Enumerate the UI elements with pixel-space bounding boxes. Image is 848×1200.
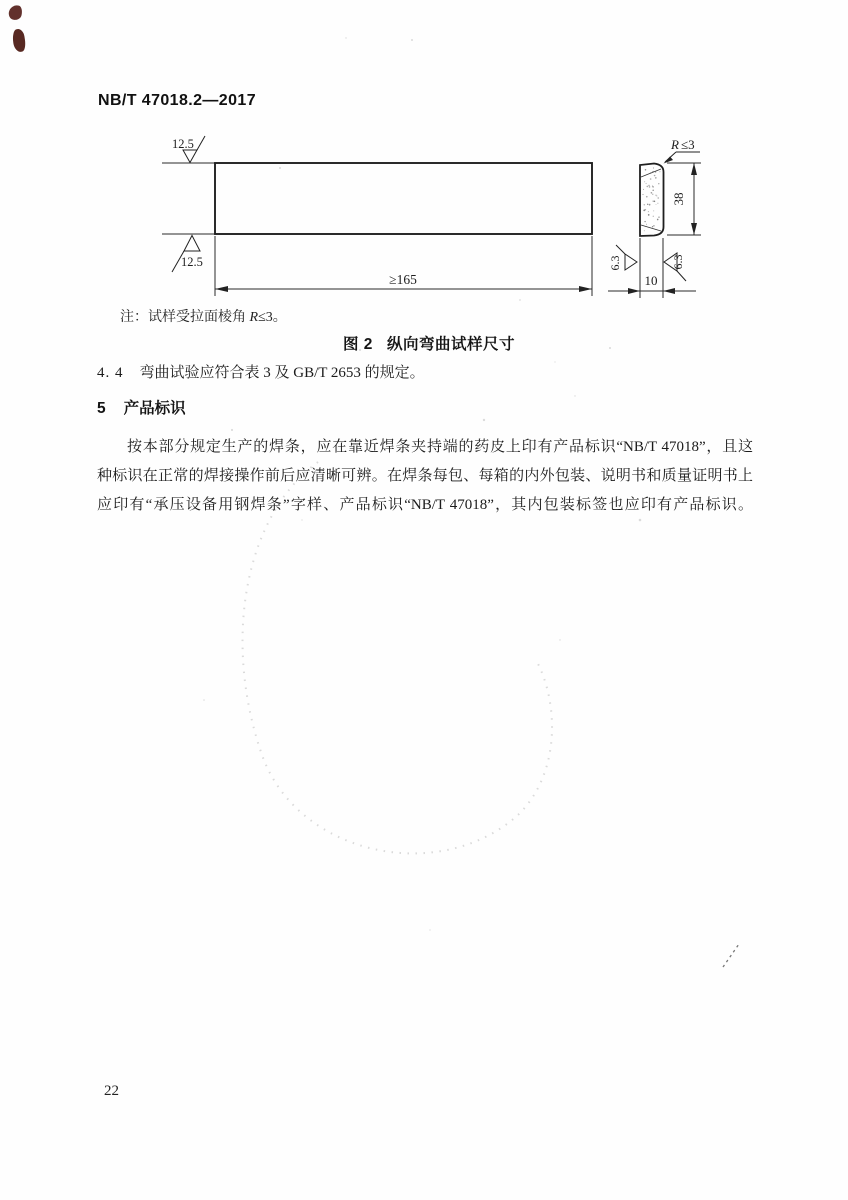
watermark-swirl (243, 462, 553, 853)
section-5-title: 产品标识 (123, 400, 186, 417)
roughness-right-label: 6.3 (671, 254, 685, 270)
paragraph-line: 应印有“承压设备用钢焊条”字样、产品标识“NB/T 47018”，其内包装标签也应印有产品标识。 (97, 497, 753, 513)
corner-radius-value: ≤3 (681, 137, 695, 152)
thickness-dimension (608, 273, 696, 294)
clause-4-4-number: 4. 4 (97, 365, 124, 381)
side-view (608, 137, 701, 298)
note-radius-value: ≤3。 (258, 310, 287, 325)
figure-caption-title: 纵向弯曲试样尺寸 (386, 336, 515, 353)
section-5-heading (97, 396, 186, 418)
specimen-outline (215, 163, 592, 234)
note-radius-symbol: R (249, 310, 259, 325)
scratch-mark (723, 944, 739, 967)
section-5-number: 5 (97, 400, 106, 417)
roughness-symbol-side-right (664, 253, 686, 281)
body-paragraph (97, 433, 753, 520)
roughness-symbol-bottom (172, 236, 203, 273)
clause-4-4 (97, 361, 425, 382)
clause-4-4-text: 弯曲试验应符合表 3 及 GB/T 2653 的规定。 (139, 365, 425, 381)
front-view (162, 136, 592, 296)
roughness-bottom-label: 12.5 (181, 255, 203, 269)
figure-note (120, 306, 287, 326)
note-text: 注：试样受拉面棱角 (120, 310, 250, 325)
section-outline (640, 164, 664, 237)
figure-caption-label: 图 2 (343, 336, 373, 353)
thickness-value: 10 (644, 273, 658, 288)
roughness-symbol-top (172, 136, 205, 163)
figure-drawing (90, 125, 750, 310)
roughness-top-label: 12.5 (172, 137, 194, 151)
paragraph-line: 种标识在正常的焊接操作前后应清晰可辨。在焊条每包、每箱的内外包装、说明书和质量证明书上 (97, 468, 753, 484)
standard-number-header: NB/T 47018.2—2017 (98, 92, 257, 109)
length-value: ≥165 (389, 272, 417, 287)
paragraph-line: 按本部分规定生产的焊条，应在靠近焊条夹持端的药皮上印有产品标识“NB/T 47018”，且这 (127, 439, 753, 455)
figure-caption (343, 332, 515, 354)
page-number: 22 (104, 1083, 119, 1099)
ink-blot-top (7, 4, 23, 22)
corner-radius-callout (664, 137, 701, 164)
roughness-symbol-side-left (608, 245, 637, 271)
height-value: 38 (671, 192, 686, 206)
ink-blot-bottom (11, 28, 26, 53)
section-stipple-texture (643, 167, 661, 231)
length-dimension (215, 236, 592, 296)
roughness-left-label: 6.3 (608, 255, 622, 271)
height-dimension (667, 163, 701, 235)
corner-radius-symbol: R (671, 137, 679, 152)
